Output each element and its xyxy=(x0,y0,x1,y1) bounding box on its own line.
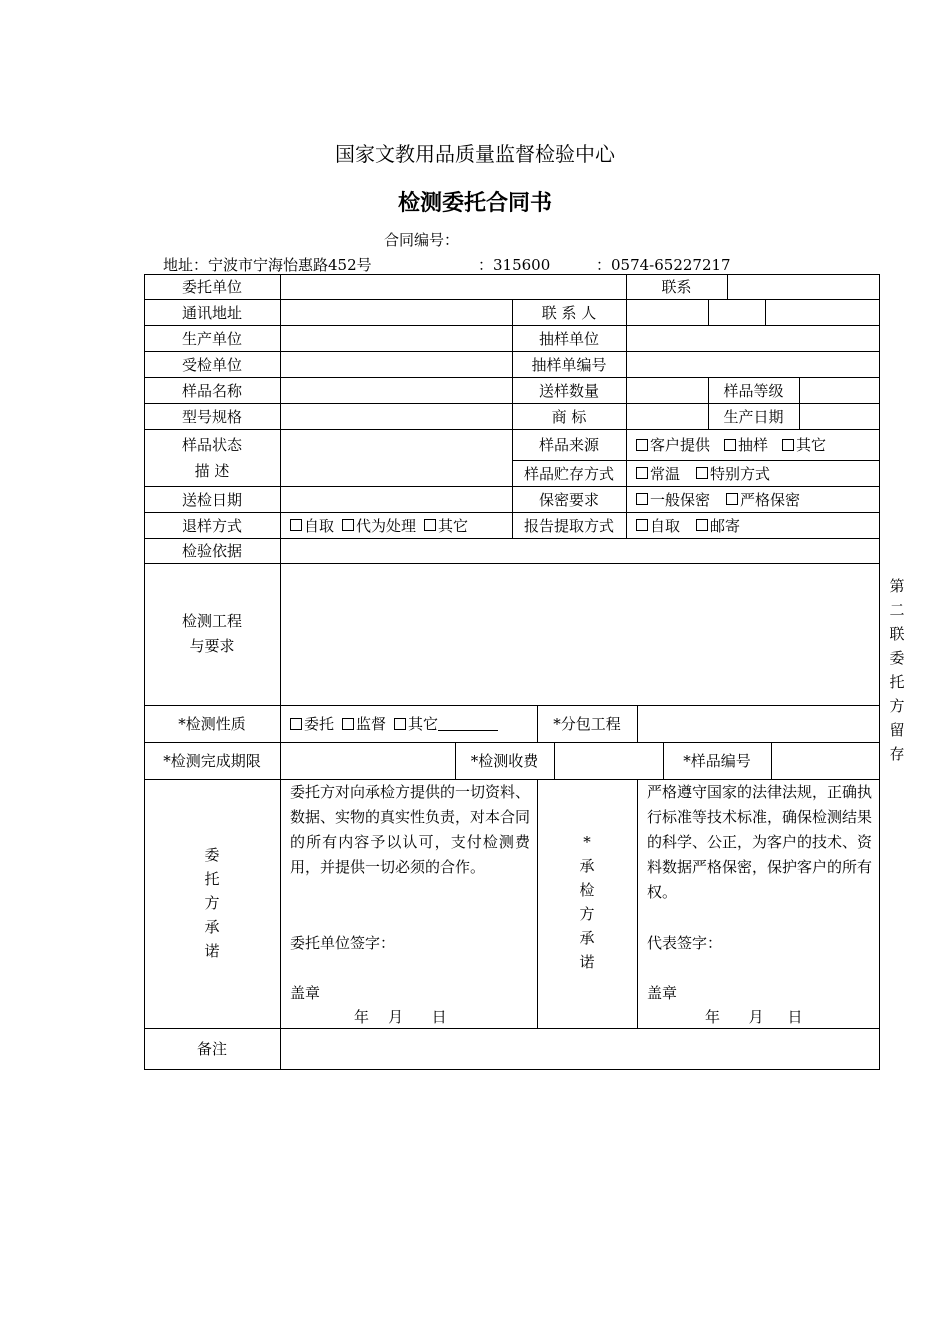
nature-opt-entrust-label: 委托 xyxy=(304,715,335,733)
source-opt-client-label: 客户提供 xyxy=(650,436,711,454)
label-subcontract: *分包工程 xyxy=(553,715,621,733)
report-opt-mail-label: 邮寄 xyxy=(710,516,741,535)
client-promise-char: 诺 xyxy=(204,942,220,960)
return-opt-other[interactable] xyxy=(424,515,468,536)
checkbox-icon[interactable] xyxy=(290,718,302,730)
lab-promise-char: 承 xyxy=(579,929,595,947)
nature-options xyxy=(290,705,535,742)
lab-promise-char: 承 xyxy=(579,857,595,875)
checkbox-icon[interactable] xyxy=(342,519,354,531)
source-opt-other-label: 其它 xyxy=(796,436,827,454)
label-producer: 生产单位 xyxy=(181,329,242,348)
label-deadline: *检测完成期限 xyxy=(163,752,261,770)
label-contact: 联系 xyxy=(661,278,692,296)
side-note-char: 存 xyxy=(889,745,905,763)
zip-text: ：315600 xyxy=(478,256,551,274)
label-sample-source: 样品来源 xyxy=(538,436,599,454)
label-fee: *检测收费 xyxy=(470,752,539,770)
client-promise-char: 托 xyxy=(204,870,220,888)
secrecy-opt-strict-label: 严格保密 xyxy=(740,490,801,509)
client-promise-char: 方 xyxy=(204,894,220,912)
source-opt-other[interactable] xyxy=(782,434,826,455)
org-title: 国家文教用品质量监督检验中心 xyxy=(335,142,615,166)
nature-opt-supervise-label: 监督 xyxy=(356,715,387,733)
label-sample-storage: 样品贮存方式 xyxy=(523,464,614,483)
label-sample-state xyxy=(144,429,280,486)
client-seal-label: 盖章 xyxy=(290,984,321,1002)
label-report-method: 报告提取方式 xyxy=(523,516,614,535)
side-note-char: 第 xyxy=(889,577,905,595)
phone-text: ：0574-65227217 xyxy=(596,256,731,274)
side-note-char: 二 xyxy=(889,601,905,619)
lab-promise-text: 严格遵守国家的法律法规，正确执行标准等技术标准，确保检测结果的科学、公正，为客户的技术、资料数据严格保密，保护客户的所有权。 xyxy=(647,783,873,901)
side-note-char: 方 xyxy=(889,697,905,715)
label-inspected-unit: 受检单位 xyxy=(181,355,242,374)
lab-promise-char: 检 xyxy=(579,881,595,899)
label-sampling-unit: 抽样单位 xyxy=(538,329,599,348)
source-opt-sampling-label: 抽样 xyxy=(738,436,769,454)
client-promise-char: 委 xyxy=(204,846,220,864)
nature-opt-supervise[interactable] xyxy=(342,713,386,734)
checkbox-icon[interactable] xyxy=(394,718,406,730)
return-options xyxy=(290,512,510,538)
return-opt-dispose[interactable] xyxy=(342,515,416,536)
label-sample-qty: 送样数量 xyxy=(538,381,599,400)
label-trademark: 商 标 xyxy=(551,407,587,426)
nature-opt-other-label: 其它 xyxy=(408,715,439,733)
report-opt-self[interactable] xyxy=(636,515,680,536)
checkbox-icon[interactable] xyxy=(696,467,708,479)
checkbox-icon[interactable] xyxy=(782,439,794,451)
label-sample-state-2: 描 述 xyxy=(194,461,230,480)
checkbox-icon[interactable] xyxy=(424,519,436,531)
secrecy-opt-general-label: 一般保密 xyxy=(650,490,711,509)
return-opt-dispose-label: 代为处理 xyxy=(356,516,417,535)
nature-opt-entrust[interactable] xyxy=(290,713,334,734)
secrecy-opt-general[interactable] xyxy=(636,489,710,510)
client-promise-label xyxy=(144,843,280,963)
side-copy-note xyxy=(884,574,910,766)
nature-opt-other[interactable] xyxy=(394,713,438,734)
storage-opt-special-label: 特别方式 xyxy=(710,464,771,483)
storage-opt-normal-label: 常温 xyxy=(650,464,681,483)
source-opt-client[interactable] xyxy=(636,434,710,455)
checkbox-icon[interactable] xyxy=(636,493,648,505)
label-sampling-no: 抽样单编号 xyxy=(531,355,607,374)
lab-date-label: 年 月 日 xyxy=(705,1008,803,1026)
secrecy-options xyxy=(636,486,876,512)
return-opt-self-label: 自取 xyxy=(304,516,335,535)
label-sample-grade: 样品等级 xyxy=(723,381,784,400)
label-test-project-2: 与要求 xyxy=(189,637,235,655)
checkbox-icon[interactable] xyxy=(696,519,708,531)
report-opt-self-label: 自取 xyxy=(650,516,681,535)
storage-options xyxy=(636,460,876,486)
checkbox-icon[interactable] xyxy=(724,439,736,451)
address-text: 地址：宁波市宁海怡惠路452号 xyxy=(163,256,372,274)
side-note-char: 委 xyxy=(889,649,905,667)
checkbox-icon[interactable] xyxy=(636,519,648,531)
label-send-date: 送检日期 xyxy=(181,490,242,509)
label-contact-person: 联 系 人 xyxy=(541,303,597,322)
client-date-label: 年 月 日 xyxy=(354,1008,447,1026)
checkbox-icon[interactable] xyxy=(290,519,302,531)
checkbox-icon[interactable] xyxy=(726,493,738,505)
label-inspection-basis: 检验依据 xyxy=(181,542,242,560)
label-test-nature: *检测性质 xyxy=(178,715,246,733)
client-promise-text: 委托方对向承检方提供的一切资料、数据、实物的真实性负责，对本合同的所有内容予以认可，支付检测费用，并提供一切必须的合作。 xyxy=(290,783,531,876)
storage-opt-special[interactable] xyxy=(696,463,770,484)
checkbox-icon[interactable] xyxy=(342,718,354,730)
label-production-date: 生产日期 xyxy=(723,407,784,426)
label-client: 委托单位 xyxy=(181,278,242,296)
label-model: 型号规格 xyxy=(181,407,242,426)
label-test-project-1: 检测工程 xyxy=(181,612,242,630)
lab-sign-label: 代表签字： xyxy=(647,934,723,952)
label-return-method: 退样方式 xyxy=(181,516,242,535)
lab-promise-char: 方 xyxy=(579,905,595,923)
client-promise-char: 承 xyxy=(204,918,220,936)
checkbox-icon[interactable] xyxy=(636,439,648,451)
client-sign-label: 委托单位签字： xyxy=(290,934,396,952)
nature-other-blank[interactable] xyxy=(438,716,498,731)
checkbox-icon[interactable] xyxy=(636,467,648,479)
side-note-char: 托 xyxy=(889,673,905,691)
return-opt-self[interactable] xyxy=(290,515,334,536)
report-options xyxy=(636,512,876,538)
contract-number-label: 合同编号： xyxy=(384,231,460,249)
label-secrecy: 保密要求 xyxy=(538,490,599,509)
label-test-project xyxy=(144,563,280,705)
label-sample-name: 样品名称 xyxy=(181,381,242,400)
side-note-char: 留 xyxy=(889,721,905,739)
storage-opt-normal[interactable] xyxy=(636,463,680,484)
lab-promise-char: 诺 xyxy=(579,953,595,971)
lab-promise-label xyxy=(537,830,637,974)
label-sample-state-1: 样品状态 xyxy=(181,435,242,454)
lab-promise-char: * xyxy=(583,833,591,851)
side-note-char: 联 xyxy=(889,625,905,643)
label-mail-address: 通讯地址 xyxy=(181,303,242,322)
source-options xyxy=(636,429,876,460)
secrecy-opt-strict[interactable] xyxy=(726,489,800,510)
report-opt-mail[interactable] xyxy=(696,515,740,536)
label-sample-number: *样品编号 xyxy=(683,752,751,770)
document-title: 检测委托合同书 xyxy=(397,190,552,216)
return-opt-other-label: 其它 xyxy=(438,516,469,535)
source-opt-sampling[interactable] xyxy=(724,434,768,455)
label-remark: 备注 xyxy=(196,1040,227,1058)
lab-seal-label: 盖章 xyxy=(647,984,678,1002)
